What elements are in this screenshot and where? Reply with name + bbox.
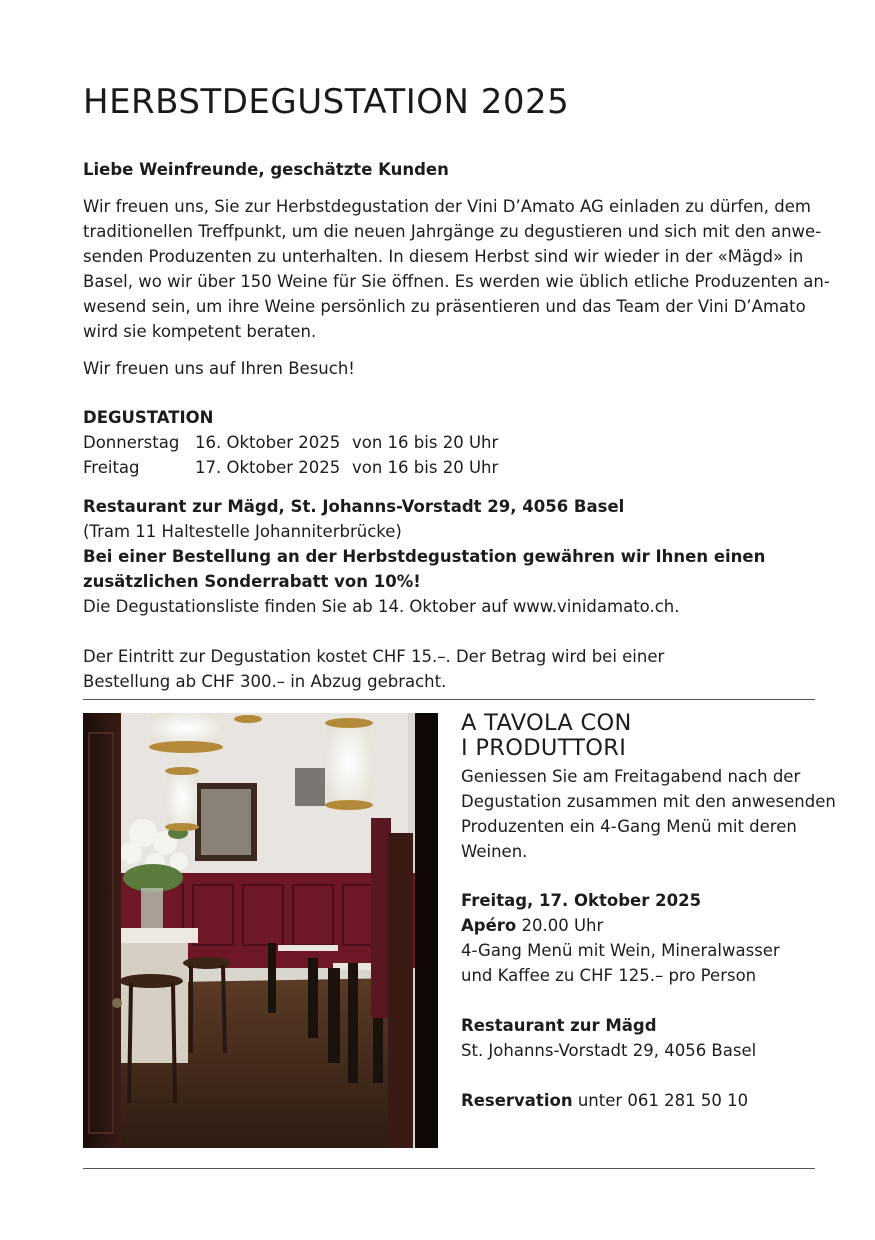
tavola-venue bbox=[461, 1013, 831, 1063]
schedule-time: von 16 bis 20 Uhr bbox=[352, 458, 499, 477]
schedule-time: von 16 bis 20 Uhr bbox=[352, 433, 499, 452]
schedule-day: Freitag bbox=[83, 458, 140, 477]
restaurant-photo bbox=[83, 713, 438, 1148]
apero-line bbox=[461, 913, 831, 938]
list-note: Die Degustationsliste finden Sie ab 14. Oktober auf www.vinidamato.ch. bbox=[83, 597, 680, 616]
tavola-event bbox=[461, 888, 831, 988]
transit-note: (Tram 11 Haltestelle Johanniterbrücke) bbox=[83, 522, 402, 541]
reservation-label: Reservation bbox=[461, 1091, 573, 1110]
divider bbox=[83, 1168, 815, 1169]
tavola-venue-name: Restaurant zur Mägd bbox=[461, 1016, 657, 1035]
fee-line: Bestellung ab CHF 300.– in Abzug gebracht. bbox=[83, 672, 447, 691]
intro-line: wesend sein, um ihre Weine persönlich zu präsentieren und das Team der Vini D’Amato bbox=[83, 297, 806, 316]
closing-line: Wir freuen uns auf Ihren Besuch! bbox=[83, 359, 355, 378]
discount-line: zusätzlichen Sonderrabatt von 10%! bbox=[83, 572, 421, 591]
page-title: HERBSTDEGUSTATION 2025 bbox=[83, 82, 570, 122]
salutation: Liebe Weinfreunde, geschätzte Kunden bbox=[83, 160, 449, 179]
schedule-day: Donnerstag bbox=[83, 433, 180, 452]
tavola-title-line: A TAVOLA CON bbox=[461, 710, 632, 736]
tavola-date: Freitag, 17. Oktober 2025 bbox=[461, 891, 702, 910]
apero-time: 20.00 Uhr bbox=[521, 916, 604, 935]
intro-line: Basel, wo wir über 150 Weine für Sie öffnen. Es werden wie üblich etliche Produzenten an- bbox=[83, 272, 830, 291]
intro-paragraph bbox=[83, 194, 830, 344]
intro-line: senden Produzenten zu unterhalten. In diesem Herbst sind wir wieder in der «Mägd» in bbox=[83, 247, 804, 266]
venue-address: Restaurant zur Mägd, St. Johanns-Vorstadt 29, 4056 Basel bbox=[83, 497, 625, 516]
apero-label: Apéro bbox=[461, 916, 517, 935]
schedule-date: 17. Oktober 2025 bbox=[195, 458, 341, 477]
reservation-phone: unter 061 281 50 10 bbox=[577, 1091, 749, 1110]
intro-line: Wir freuen uns, Sie zur Herbstdegustation der Vini D’Amato AG einladen zu dürfen, dem bbox=[83, 197, 811, 216]
tavola-intro-line: Weinen. bbox=[461, 842, 528, 861]
fee-note bbox=[83, 644, 823, 694]
tavola-intro-line: Geniessen Sie am Freitagabend nach der bbox=[461, 767, 801, 786]
tavola-venue-address: St. Johanns-Vorstadt 29, 4056 Basel bbox=[461, 1041, 757, 1060]
intro-line: traditionellen Treffpunkt, um die neuen Jahrgänge zu degustieren und sich mit den anwe- bbox=[83, 222, 822, 241]
tavola-title bbox=[461, 711, 831, 761]
menu-line: und Kaffee zu CHF 125.– pro Person bbox=[461, 966, 757, 985]
tavola-intro-line: Produzenten ein 4-Gang Menü mit deren bbox=[461, 817, 797, 836]
tavola-intro-line: Degustation zusammen mit den anwesenden bbox=[461, 792, 836, 811]
venue-block bbox=[83, 494, 823, 619]
discount-line: Bei einer Bestellung an der Herbstdegustation gewähren wir Ihnen einen bbox=[83, 547, 766, 566]
fee-line: Der Eintritt zur Degustation kostet CHF 15.–. Der Betrag wird bei einer bbox=[83, 647, 665, 666]
reservation-line bbox=[461, 1088, 831, 1113]
degustation-heading: DEGUSTATION bbox=[83, 408, 214, 427]
divider bbox=[83, 699, 815, 700]
tavola-intro bbox=[461, 764, 836, 864]
tavola-title-line: I PRODUTTORI bbox=[461, 735, 627, 761]
menu-line: 4-Gang Menü mit Wein, Mineralwasser bbox=[461, 941, 780, 960]
schedule-date: 16. Oktober 2025 bbox=[195, 433, 341, 452]
intro-line: wird sie kompetent beraten. bbox=[83, 322, 317, 341]
